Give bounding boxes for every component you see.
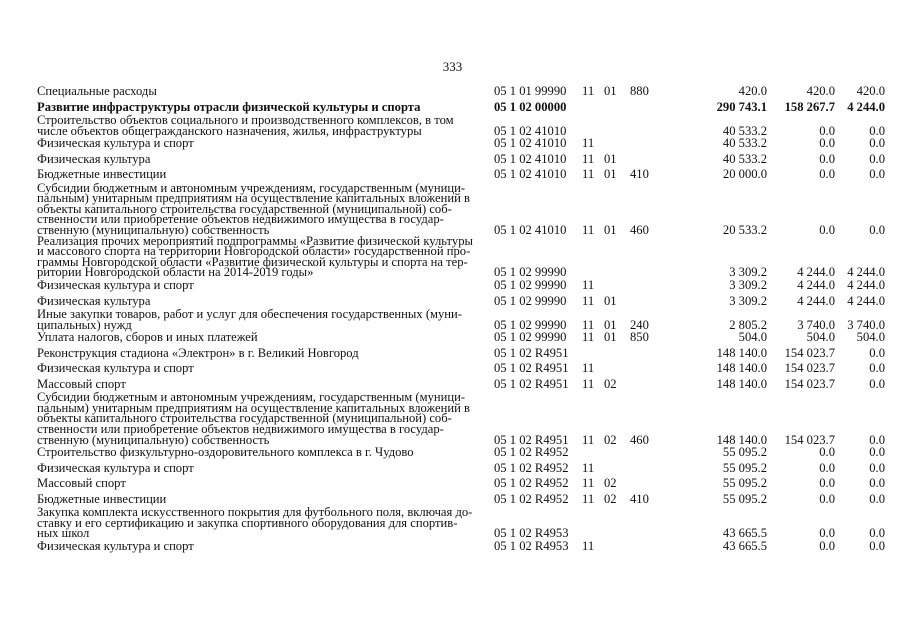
subsection-code bbox=[604, 236, 630, 278]
expense-type-code: 410 bbox=[630, 167, 649, 182]
section-code: 11 bbox=[582, 223, 595, 238]
expense-type-code: 460 bbox=[630, 432, 649, 447]
item-name: Субсидии бюджетным и автономным учреждениям, государственным (муници- пальным) унитарным предприятиям на осуществление капитальных вложений в объекты капитального строительства государственной (муниципальной) соб- ственности или приобретение объектов недвижимого имущества в государ- ственную (муниципальную) собственность bbox=[37, 390, 470, 447]
page-number: 333 bbox=[442, 59, 463, 74]
item-name: Бюджетные инвестиции bbox=[37, 491, 167, 506]
section-code: 11 bbox=[582, 293, 595, 308]
section-code bbox=[582, 100, 604, 116]
expense-type-code: 460 bbox=[630, 223, 649, 238]
item-name: Массовый спорт bbox=[37, 376, 126, 391]
budget-rows bbox=[37, 84, 885, 554]
amount-year-2: 3 740.0 bbox=[797, 317, 835, 332]
amount-year-2: 504.0 bbox=[806, 330, 835, 345]
item-name: Строительство физкультурно-оздоровительного комплекса в г. Чудово bbox=[37, 445, 414, 460]
expense-type-code bbox=[630, 346, 670, 362]
expense-type-code bbox=[630, 476, 670, 492]
item-name: Закупка комплекта искусственного покрытия для футбольного поля, включая до- ставку и его сертификацию и закупка спортивного оборудования для спортив- ных школ bbox=[37, 505, 473, 541]
target-article-code: 05 1 02 99990 bbox=[494, 317, 567, 332]
section-code bbox=[582, 236, 604, 278]
item-name: Уплата налогов, сборов и иных платежей bbox=[37, 330, 258, 345]
subsection-code bbox=[604, 461, 630, 477]
subsection-code bbox=[604, 539, 630, 555]
table-row bbox=[37, 84, 885, 100]
amount-year-2: 4 244.0 bbox=[797, 278, 835, 293]
table-row bbox=[37, 183, 885, 236]
amount-year-2: 0.0 bbox=[819, 476, 835, 491]
amount-year-2: 0.0 bbox=[819, 123, 835, 138]
target-article-code: 05 1 02 R4951 bbox=[494, 345, 569, 360]
item-name: Физическая культура bbox=[37, 293, 151, 308]
item-name: Иные закупки товаров, работ и услуг для обеспечения государственных (муни- ципальных) нужд bbox=[37, 307, 462, 332]
amount-year-3: 4 244.0 bbox=[847, 99, 885, 114]
target-article-code: 05 1 01 99990 bbox=[494, 84, 567, 98]
amount-year-1: 504.0 bbox=[738, 330, 767, 345]
table-row bbox=[37, 361, 885, 377]
item-name: Реализация прочих мероприятий подпрограммы «Развитие физической культуры и массового спорта на территории Новгородской области» государственной про- граммы Новгородской области «Развитие физической культуры и спорта на тер- ритории Новгородской области на 2014-2019 годы» bbox=[37, 233, 473, 280]
amount-year-1: 3 309.2 bbox=[729, 278, 767, 293]
amount-year-1: 55 095.2 bbox=[722, 460, 767, 475]
subsection-code bbox=[604, 115, 630, 136]
section-code bbox=[582, 346, 604, 362]
subsection-code: 01 bbox=[604, 223, 617, 238]
amount-year-2: 154 023.7 bbox=[784, 345, 835, 360]
amount-year-3: 0.0 bbox=[869, 445, 885, 460]
section-code: 11 bbox=[582, 491, 595, 506]
amount-year-2: 420.0 bbox=[806, 84, 835, 98]
amount-year-1: 290 743.1 bbox=[716, 99, 767, 114]
item-name: Физическая культура и спорт bbox=[37, 278, 194, 293]
amount-year-2: 0.0 bbox=[819, 491, 835, 506]
amount-year-3: 3 740.0 bbox=[847, 317, 885, 332]
item-name: Субсидии бюджетным и автономным учреждениям, государственным (муници- пальным) унитарным предприятиям на осуществление капитальных вложений в объекты капитального строительства государственной (муниципальной) соб- ственности или приобретение объектов недвижимого имущества в государ- ственную (муниципальную) собственность bbox=[37, 180, 470, 238]
amount-year-2: 154 023.7 bbox=[784, 376, 835, 391]
amount-year-3: 4 244.0 bbox=[847, 278, 885, 293]
target-article-code: 05 1 02 99990 bbox=[494, 278, 567, 293]
amount-year-2: 154 023.7 bbox=[784, 432, 835, 447]
amount-year-2: 0.0 bbox=[819, 136, 835, 151]
subsection-code: 02 bbox=[604, 432, 617, 447]
section-code: 11 bbox=[582, 136, 595, 151]
expense-type-code bbox=[630, 445, 670, 461]
subsection-code: 01 bbox=[604, 167, 617, 182]
expense-type-code bbox=[630, 100, 670, 116]
target-article-code: 05 1 02 41010 bbox=[494, 123, 567, 138]
item-name: Физическая культура и спорт bbox=[37, 538, 194, 553]
amount-year-2: 0.0 bbox=[819, 223, 835, 238]
amount-year-3: 0.0 bbox=[869, 538, 885, 553]
subsection-code bbox=[604, 278, 630, 294]
subsection-code bbox=[604, 100, 630, 116]
table-row bbox=[37, 152, 885, 168]
table-row bbox=[37, 539, 885, 555]
amount-year-1: 40 533.2 bbox=[722, 151, 767, 166]
item-name: Бюджетные инвестиции bbox=[37, 167, 167, 182]
table-row bbox=[37, 309, 885, 330]
expense-type-code bbox=[630, 152, 670, 168]
table-row bbox=[37, 346, 885, 362]
item-name: Массовый спорт bbox=[37, 476, 126, 491]
subsection-code bbox=[604, 445, 630, 461]
target-article-code: 05 1 02 41010 bbox=[494, 223, 567, 238]
table-row bbox=[37, 236, 885, 278]
expense-type-code bbox=[630, 278, 670, 294]
amount-year-2: 4 244.0 bbox=[797, 293, 835, 308]
amount-year-1: 420.0 bbox=[738, 84, 767, 98]
amount-year-1: 148 140.0 bbox=[716, 376, 767, 391]
amount-year-3: 0.0 bbox=[869, 491, 885, 506]
amount-year-3: 0.0 bbox=[869, 526, 885, 541]
amount-year-2: 0.0 bbox=[819, 167, 835, 182]
amount-year-3: 504.0 bbox=[856, 330, 885, 345]
amount-year-3: 4 244.0 bbox=[847, 293, 885, 308]
section-code: 11 bbox=[582, 476, 595, 491]
target-article-code: 05 1 02 R4952 bbox=[494, 491, 569, 506]
target-article-code: 05 1 02 R4952 bbox=[494, 460, 569, 475]
item-name: Реконструкция стадиона «Электрон» в г. Великий Новгород bbox=[37, 345, 359, 360]
expense-type-code bbox=[630, 507, 670, 539]
subsection-code bbox=[604, 361, 630, 377]
subsection-code: 01 bbox=[604, 151, 617, 166]
subsection-code: 01 bbox=[604, 293, 617, 308]
amount-year-2: 0.0 bbox=[819, 445, 835, 460]
target-article-code: 05 1 02 99990 bbox=[494, 293, 567, 308]
table-row bbox=[37, 476, 885, 492]
section-code bbox=[582, 445, 604, 461]
amount-year-3: 420.0 bbox=[856, 84, 885, 98]
target-article-code: 05 1 02 R4952 bbox=[494, 476, 569, 491]
section-code: 11 bbox=[582, 432, 595, 447]
target-article-code: 05 1 02 41010 bbox=[494, 151, 567, 166]
amount-year-1: 148 140.0 bbox=[716, 345, 767, 360]
expense-type-code bbox=[630, 461, 670, 477]
item-name: Специальные расходы bbox=[37, 84, 157, 98]
section-code: 11 bbox=[582, 376, 595, 391]
subsection-code: 01 bbox=[604, 330, 617, 345]
expense-type-code: 410 bbox=[630, 491, 649, 506]
expense-type-code bbox=[630, 361, 670, 377]
amount-year-3: 0.0 bbox=[869, 476, 885, 491]
target-article-code: 05 1 02 R4953 bbox=[494, 538, 569, 553]
section-code: 11 bbox=[582, 361, 595, 376]
item-name: Физическая культура и спорт bbox=[37, 361, 194, 376]
amount-year-1: 40 533.2 bbox=[722, 136, 767, 151]
subsection-code: 02 bbox=[604, 376, 617, 391]
amount-year-2: 0.0 bbox=[819, 526, 835, 541]
amount-year-1: 55 095.2 bbox=[722, 491, 767, 506]
amount-year-1: 148 140.0 bbox=[716, 432, 767, 447]
amount-year-1: 40 533.2 bbox=[722, 123, 767, 138]
subsection-code bbox=[604, 346, 630, 362]
expense-type-code bbox=[630, 236, 670, 278]
section-code bbox=[582, 507, 604, 539]
section-code bbox=[582, 115, 604, 136]
amount-year-3: 0.0 bbox=[869, 136, 885, 151]
item-name: Строительство объектов социального и производственного комплексов, в том числе объектов общегражданского назначения, жилья, инфраструктуры bbox=[37, 113, 454, 138]
target-article-code: 05 1 02 41010 bbox=[494, 167, 567, 182]
amount-year-3: 4 244.0 bbox=[847, 265, 885, 280]
section-code: 11 bbox=[582, 317, 595, 332]
section-code: 11 bbox=[582, 538, 595, 553]
table-row bbox=[37, 330, 885, 346]
target-article-code: 05 1 02 R4952 bbox=[494, 445, 569, 460]
target-article-code: 05 1 02 R4953 bbox=[494, 526, 569, 541]
item-name: Физическая культура и спорт bbox=[37, 136, 194, 151]
table-row bbox=[37, 445, 885, 461]
amount-year-2: 4 244.0 bbox=[797, 265, 835, 280]
expense-type-code bbox=[630, 294, 670, 310]
budget-table bbox=[37, 84, 885, 554]
amount-year-1: 43 665.5 bbox=[722, 526, 767, 541]
subsection-code: 01 bbox=[604, 84, 617, 98]
subsection-code bbox=[604, 507, 630, 539]
amount-year-2: 0.0 bbox=[819, 538, 835, 553]
amount-year-2: 0.0 bbox=[819, 460, 835, 475]
expense-type-code bbox=[630, 115, 670, 136]
amount-year-2: 0.0 bbox=[819, 151, 835, 166]
table-row bbox=[37, 136, 885, 152]
expense-type-code: 850 bbox=[630, 330, 649, 345]
target-article-code: 05 1 02 99990 bbox=[494, 330, 567, 345]
amount-year-2: 154 023.7 bbox=[784, 361, 835, 376]
target-article-code: 05 1 02 41010 bbox=[494, 136, 567, 151]
table-row bbox=[37, 461, 885, 477]
expense-type-code: 880 bbox=[630, 84, 649, 98]
amount-year-1: 20 000.0 bbox=[722, 167, 767, 182]
amount-year-1: 43 665.5 bbox=[722, 538, 767, 553]
target-article-code: 05 1 02 99990 bbox=[494, 265, 567, 280]
table-row bbox=[37, 115, 885, 136]
amount-year-1: 55 095.2 bbox=[722, 445, 767, 460]
target-article-code: 05 1 02 R4951 bbox=[494, 376, 569, 391]
subsection-code: 02 bbox=[604, 491, 617, 506]
section-code: 11 bbox=[582, 330, 595, 345]
amount-year-2: 158 267.7 bbox=[784, 99, 835, 114]
amount-year-3: 0.0 bbox=[869, 123, 885, 138]
amount-year-3: 0.0 bbox=[869, 376, 885, 391]
target-article-code: 05 1 02 00000 bbox=[494, 99, 567, 114]
expense-type-code bbox=[630, 377, 670, 393]
amount-year-3: 0.0 bbox=[869, 361, 885, 376]
expense-type-code bbox=[630, 136, 670, 152]
amount-year-3: 0.0 bbox=[869, 432, 885, 447]
subsection-code: 01 bbox=[604, 317, 617, 332]
table-row bbox=[37, 392, 885, 445]
table-row bbox=[37, 278, 885, 294]
subsection-code bbox=[604, 136, 630, 152]
amount-year-3: 0.0 bbox=[869, 151, 885, 166]
amount-year-3: 0.0 bbox=[869, 167, 885, 182]
amount-year-1: 148 140.0 bbox=[716, 361, 767, 376]
table-row bbox=[37, 507, 885, 539]
amount-year-3: 0.0 bbox=[869, 223, 885, 238]
expense-type-code bbox=[630, 539, 670, 555]
item-name: Физическая культура bbox=[37, 151, 151, 166]
section-code: 11 bbox=[582, 84, 595, 98]
item-name: Развитие инфраструктуры отрасли физической культуры и спорта bbox=[37, 99, 421, 114]
section-code: 11 bbox=[582, 151, 595, 166]
subsection-code: 02 bbox=[604, 476, 617, 491]
amount-year-1: 55 095.2 bbox=[722, 476, 767, 491]
amount-year-1: 3 309.2 bbox=[729, 293, 767, 308]
section-code: 11 bbox=[582, 278, 595, 293]
target-article-code: 05 1 02 R4951 bbox=[494, 432, 569, 447]
amount-year-3: 0.0 bbox=[869, 460, 885, 475]
section-code: 11 bbox=[582, 167, 595, 182]
amount-year-3: 0.0 bbox=[869, 345, 885, 360]
amount-year-1: 2 805.2 bbox=[729, 317, 767, 332]
section-code: 11 bbox=[582, 460, 595, 475]
amount-year-1: 20 533.2 bbox=[722, 223, 767, 238]
item-name: Физическая культура и спорт bbox=[37, 460, 194, 475]
target-article-code: 05 1 02 R4951 bbox=[494, 361, 569, 376]
expense-type-code: 240 bbox=[630, 317, 649, 332]
amount-year-1: 3 309.2 bbox=[729, 265, 767, 280]
